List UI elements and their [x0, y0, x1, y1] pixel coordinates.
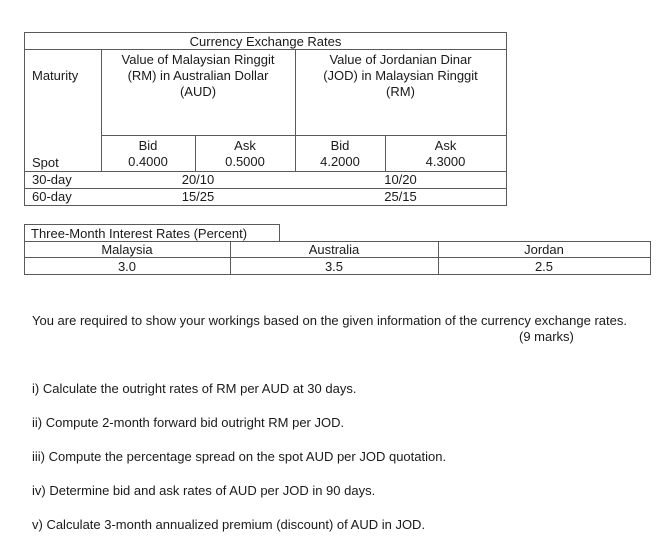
spot-aud-bid: 0.4000	[128, 154, 168, 169]
aud-header-line-1: Value of Malaysian Ringgit	[121, 52, 275, 67]
jod-header-line-2: (JOD) in Malaysian Ringgit	[323, 68, 478, 83]
country-jordan: Jordan	[524, 242, 564, 257]
jod-header-line-1: Value of Jordanian Dinar	[329, 52, 472, 67]
row-30-day-label: 30-day	[32, 172, 72, 187]
60-day-jod-points: 25/15	[384, 189, 417, 204]
question-2: ii) Compute 2-month forward bid outright RM per JOD.	[32, 415, 345, 430]
30-day-jod-points: 10/20	[384, 172, 417, 187]
row-spot-label: Spot	[32, 155, 59, 170]
60-day-aud-points: 15/25	[181, 189, 215, 204]
aud-ask-label: Ask	[234, 138, 256, 153]
country-malaysia: Malaysia	[101, 242, 153, 257]
question-5: v) Calculate 3-month annualized premium (discount) of AUD in JOD.	[32, 517, 426, 532]
rate-australia: 3.5	[324, 259, 344, 274]
row-60-day-label: 60-day	[32, 189, 72, 204]
aud-header-line-2: (RM) in Australian Dollar	[127, 68, 269, 83]
jod-bid-label: Bid	[330, 138, 350, 153]
spot-jod-ask: 4.3000	[425, 154, 466, 169]
rate-jordan: 2.5	[534, 259, 554, 274]
instruction-text: You are required to show your workings based on the given information of the currency exchange rates.	[32, 313, 627, 328]
30-day-aud-points: 20/10	[181, 172, 215, 187]
spot-aud-ask: 0.5000	[225, 154, 265, 169]
maturity-header: Maturity	[32, 68, 79, 83]
aud-header-line-3: (AUD)	[179, 84, 217, 99]
jod-header-line-3: (RM)	[386, 84, 415, 99]
marks-label: (9 marks)	[519, 329, 574, 344]
question-1: i) Calculate the outright rates of RM per AUD at 30 days.	[32, 381, 357, 396]
exchange-table-title: Currency Exchange Rates	[189, 34, 342, 49]
spot-jod-bid: 4.2000	[320, 154, 360, 169]
aud-bid-label: Bid	[138, 138, 158, 153]
question-3: iii) Compute the percentage spread on the spot AUD per JOD quotation.	[32, 449, 447, 464]
question-4: iv) Determine bid and ask rates of AUD per JOD in 90 days.	[32, 483, 376, 498]
rate-malaysia: 3.0	[117, 259, 137, 274]
jod-ask-label: Ask	[434, 138, 457, 153]
interest-table-title: Three-Month Interest Rates (Percent)	[31, 226, 248, 241]
country-australia: Australia	[308, 242, 360, 257]
